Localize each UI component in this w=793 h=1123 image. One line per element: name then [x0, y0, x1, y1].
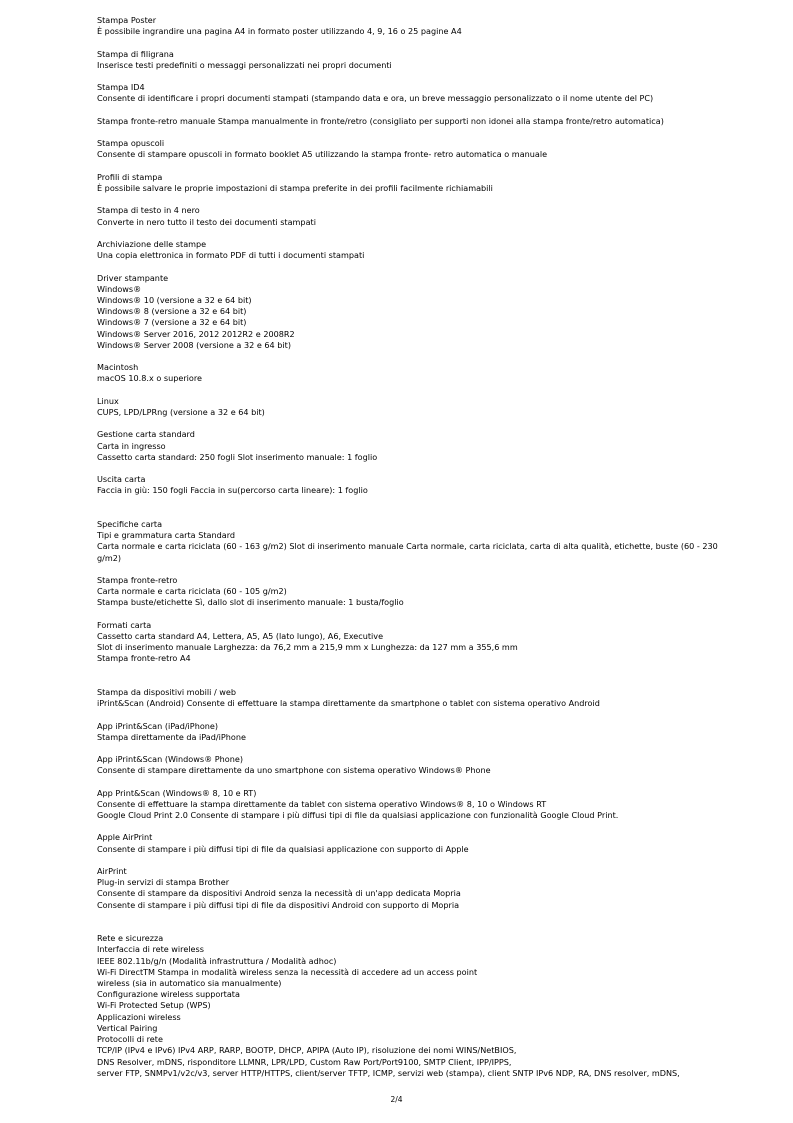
spec-line: Cassetto carta standard A4, Lettera, A5, A5 (lato lungo), A6, Executive: [97, 630, 384, 641]
spec-line: Consente di stampare direttamente da uno smartphone con sistema operativo Windows® Phone: [97, 765, 491, 776]
spec-heading: Stampa da dispositivi mobili / web: [97, 686, 237, 697]
spec-line: Carta in ingresso: [97, 440, 166, 451]
spec-heading: App iPrint&Scan (iPad/iPhone): [97, 720, 219, 731]
spec-heading: Specifiche carta: [97, 518, 163, 529]
spec-line: CUPS, LPD/LPRng (versione a 32 e 64 bit): [97, 406, 265, 417]
spec-heading: Stampa di filigrana: [97, 48, 174, 59]
spec-line: Stampa direttamente da iPad/iPhone: [97, 731, 246, 742]
spec-line: Converte in nero tutto il testo dei documenti stampati: [97, 216, 316, 227]
spec-line: Interfaccia di rete wireless: [97, 944, 204, 955]
spec-line: Windows® 8 (versione a 32 e 64 bit): [97, 306, 247, 317]
spec-block: [97, 474, 722, 496]
spec-block: [97, 15, 722, 37]
spec-heading: Stampa ID4: [97, 82, 145, 93]
spec-line: Wi-Fi DirectTM Stampa in modalità wireless senza la necessità di accedere ad un access point: [97, 966, 478, 977]
spec-line: Carta normale e carta riciclata (60 - 105 g/m2): [97, 586, 287, 597]
spec-line: Consente di stampare i più diffusi tipi di file da dispositivi Android con supporto di Mopria: [97, 899, 460, 910]
spec-heading: Stampa Poster: [97, 15, 157, 25]
spec-line: Plug-in servizi di stampa Brother: [97, 877, 230, 888]
spec-heading: Formati carta: [97, 619, 152, 630]
spec-heading: Stampa di testo in 4 nero: [97, 205, 200, 216]
spec-block: [97, 575, 722, 609]
spec-block: [97, 429, 722, 463]
spec-block: [97, 205, 722, 227]
spec-line: TCP/IP (IPv4 e IPv6) IPv4 ARP, RARP, BOOTP, DHCP, APIPA (Auto IP), risoluzione dei nomi WINS/NetBIOS,: [97, 1045, 517, 1056]
spec-block: [97, 116, 722, 127]
spec-line: Cassetto carta standard: 250 fogli Slot inserimento manuale: 1 foglio: [97, 451, 378, 462]
section-spacer: [97, 508, 722, 519]
spec-line: Consente di stampare opuscoli in formato booklet A5 utilizzando la stampa fronte- retro automatica o manuale: [97, 149, 548, 160]
spec-line: g/m2): [97, 552, 122, 563]
spec-block: [97, 687, 722, 709]
spec-heading: App Print&Scan (Windows® 8, 10 e RT): [97, 787, 257, 798]
spec-line: Consente di stampare i più diffusi tipi di file da qualsiasi applicazione con supporto di Apple: [97, 843, 469, 854]
document-body: [97, 15, 722, 1090]
spec-block: [97, 519, 722, 564]
spec-block: [97, 239, 722, 261]
spec-block: [97, 620, 722, 665]
spec-line: Windows® 10 (versione a 32 e 64 bit): [97, 294, 252, 305]
spec-heading: Driver stampante: [97, 272, 169, 283]
spec-line: Carta normale e carta riciclata (60 - 163 g/m2) Slot di inserimento manuale Carta normale, carta riciclata, carta di alta qualità, etichette, buste (60 - 230: [97, 541, 718, 552]
spec-heading: App iPrint&Scan (Windows® Phone): [97, 754, 243, 765]
section-spacer: [97, 922, 722, 933]
spec-block: [97, 362, 722, 384]
spec-heading: Archiviazione delle stampe: [97, 238, 207, 249]
spec-block: [97, 788, 722, 822]
spec-heading: Gestione carta standard: [97, 429, 195, 440]
spec-heading: AirPrint: [97, 866, 127, 877]
spec-line: wireless (sia in automatico sia manualmente): [97, 978, 282, 989]
spec-line: Configurazione wireless supportata: [97, 989, 240, 1000]
spec-line: iPrint&Scan (Android) Consente di effettuare la stampa direttamente da smartphone o tablet con sistema operativo Android: [97, 698, 600, 709]
spec-line: Protocolli di rete: [97, 1034, 163, 1045]
spec-heading: Macintosh: [97, 362, 139, 373]
spec-line: server FTP, SNMPv1/v2c/v3, server HTTP/HTTPS, client/server TFTP, ICMP, servizi web (stampa), client SNTP IPv6 NDP, RA, DNS resolver, mDNS,: [97, 1067, 680, 1078]
spec-line: Wi-Fi Protected Setup (WPS): [97, 1000, 211, 1011]
page-number: 2/4: [390, 1095, 403, 1104]
spec-line: Windows® Server 2008 (versione a 32 e 64 bit): [97, 339, 291, 350]
spec-line: Windows®: [97, 283, 142, 294]
spec-line: Windows® 7 (versione a 32 e 64 bit): [97, 317, 247, 328]
spec-line: macOS 10.8.x o superiore: [97, 373, 202, 384]
spec-line: Stampa fronte-retro A4: [97, 653, 191, 664]
spec-heading: Uscita carta: [97, 474, 146, 485]
spec-line: Google Cloud Print 2.0 Consente di stampare i più diffusi tipi di file da qualsiasi applicazione con funzionalità Google Cloud Print.: [97, 810, 619, 821]
spec-heading: Linux: [97, 395, 119, 406]
spec-line: Inserisce testi predefiniti o messaggi personalizzati nei propri documenti: [97, 59, 392, 70]
spec-block: [97, 832, 722, 854]
spec-block: [97, 866, 722, 911]
spec-heading: Apple AirPrint: [97, 832, 153, 843]
spec-line: Faccia in giù: 150 fogli Faccia in su(percorso carta lineare): 1 foglio: [97, 485, 368, 496]
spec-line: Applicazioni wireless: [97, 1011, 181, 1022]
section-spacer: [97, 676, 722, 687]
spec-heading: Profili di stampa: [97, 171, 163, 182]
spec-line: IEEE 802.11b/g/n (Modalità infrastruttura / Modalità adhoc): [97, 955, 337, 966]
spec-block: [97, 721, 722, 743]
spec-line: Windows® Server 2016, 2012 2012R2 e 2008R2: [97, 328, 295, 339]
spec-block: [97, 754, 722, 776]
spec-heading: Rete e sicurezza: [97, 933, 164, 944]
spec-block: [97, 396, 722, 418]
spec-block: [97, 82, 722, 104]
spec-line: Una copia elettronica in formato PDF di tutti i documenti stampati: [97, 250, 365, 261]
spec-block: [97, 49, 722, 71]
spec-block: [97, 138, 722, 160]
spec-line: Vertical Pairing: [97, 1022, 158, 1033]
spec-line: Tipi e grammatura carta Standard: [97, 530, 236, 541]
spec-line: Consente di effettuare la stampa direttamente da tablet con sistema operativo Windows® 8, 10 o Windows RT: [97, 798, 547, 809]
spec-line: È possibile ingrandire una pagina A4 in formato poster utilizzando 4, 9, 16 o 25 pagine A4: [97, 26, 462, 37]
spec-line: Consente di stampare da dispositivi Android senza la necessità di un'app dedicata Mopria: [97, 888, 461, 899]
spec-heading: Stampa fronte-retro: [97, 574, 178, 585]
spec-line: Stampa buste/etichette Sì, dallo slot di inserimento manuale: 1 busta/foglio: [97, 597, 404, 608]
spec-heading: Stampa opuscoli: [97, 138, 165, 149]
spec-block: [97, 172, 722, 194]
spec-heading: Stampa fronte-retro manuale Stampa manualmente in fronte/retro (consigliato per supporti non idonei alla stampa fronte/retro automatica): [97, 115, 664, 126]
spec-line: È possibile salvare le proprie impostazioni di stampa preferite in dei profili facilmente richiamabili: [97, 182, 493, 193]
spec-line: Slot di inserimento manuale Larghezza: da 76,2 mm a 215,9 mm x Lunghezza: da 127 mm a 355,6 mm: [97, 642, 518, 653]
spec-block: [97, 933, 722, 1079]
spec-line: Consente di identificare i propri documenti stampati (stampando data e ora, un breve messaggio personalizzato o il nome utente del PC): [97, 93, 654, 104]
spec-line: DNS Resolver, mDNS, risponditore LLMNR, LPR/LPD, Custom Raw Port/Port9100, SMTP Client, IPP/IPPS,: [97, 1056, 512, 1067]
spec-block: [97, 273, 722, 351]
